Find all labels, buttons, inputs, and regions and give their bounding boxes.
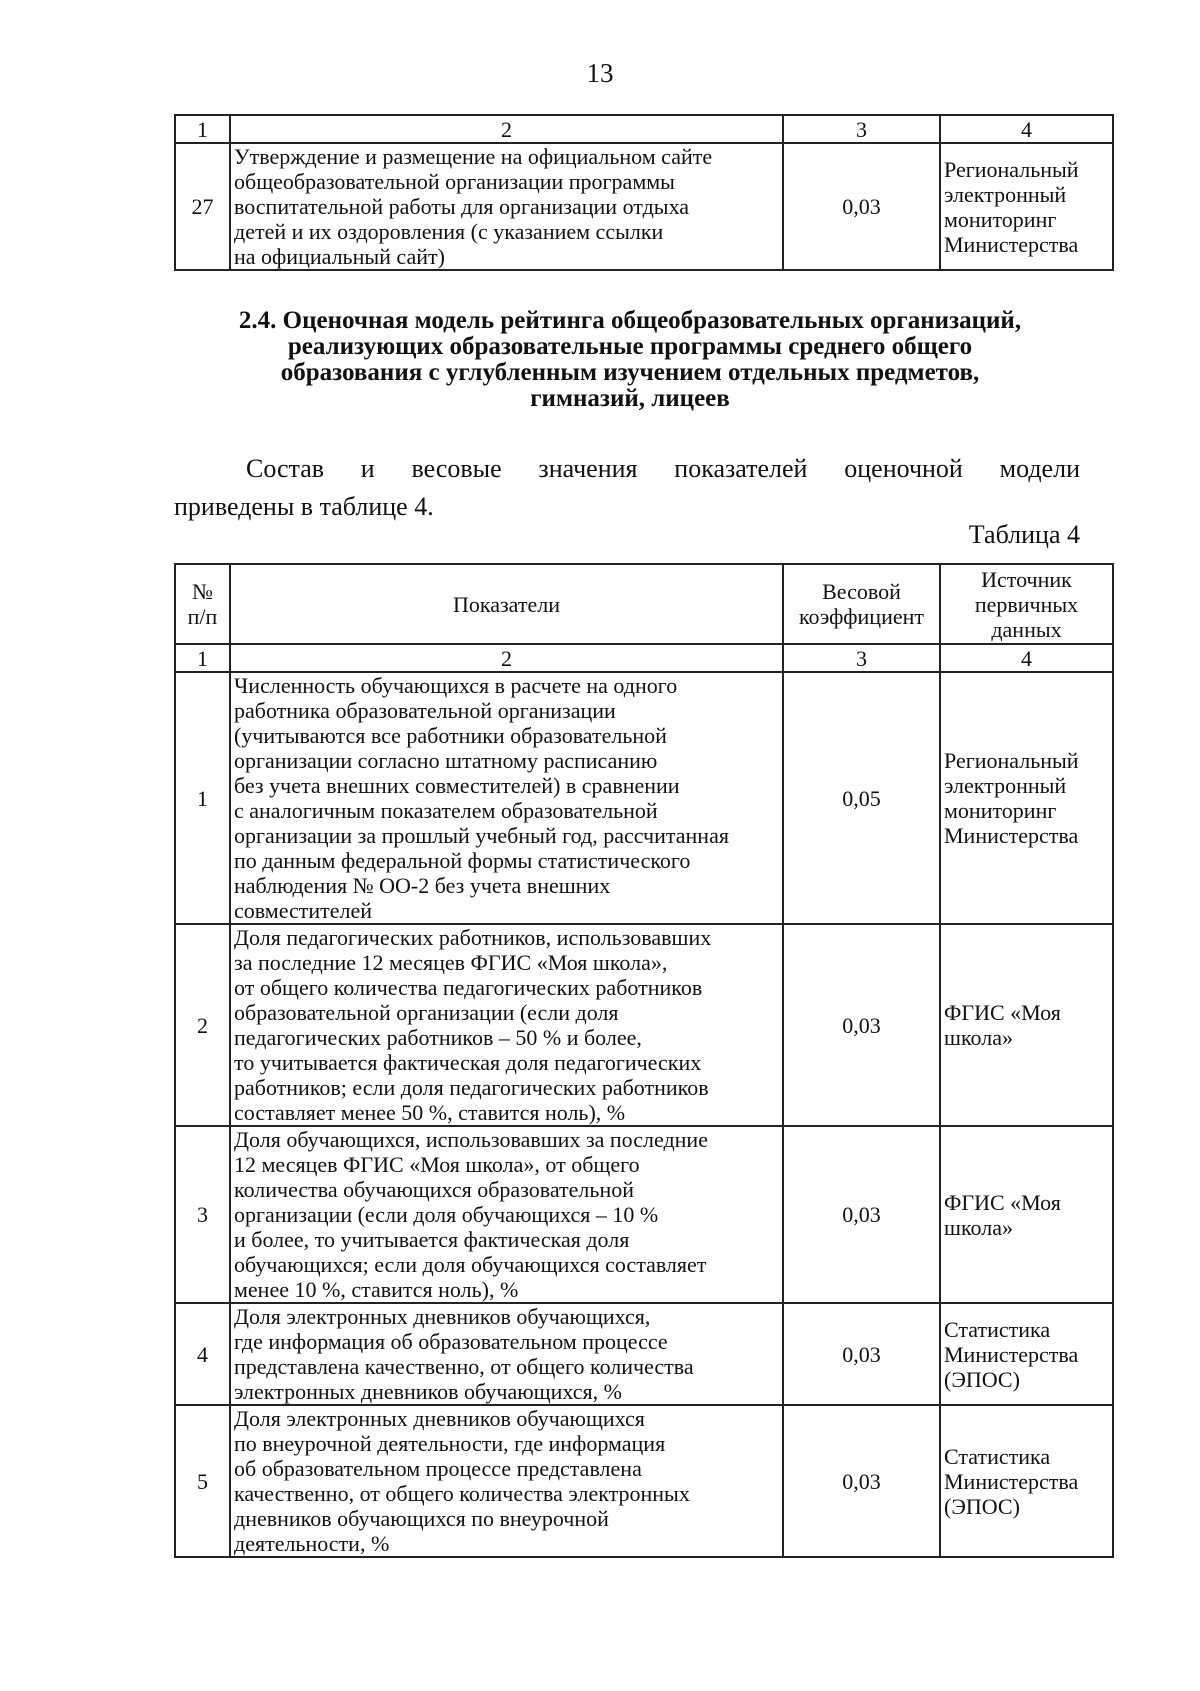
indicator-line: Численность обучающихся в расчете на одного xyxy=(234,673,678,698)
table-caption: Таблица 4 xyxy=(968,520,1080,549)
indicator-line: дневников обучающихся по внеурочной xyxy=(234,1506,609,1531)
source-line: Министерства xyxy=(944,231,1079,257)
column-number: 2 xyxy=(230,115,783,143)
column-number: 2 xyxy=(230,644,783,672)
weight-value: 0,03 xyxy=(783,1303,940,1405)
heading-line: гимназий, лицеев xyxy=(530,385,730,412)
source-line: мониторинг xyxy=(944,206,1057,232)
indicator-line: электронных дневников обучающихся, % xyxy=(234,1379,622,1404)
table-row xyxy=(175,1405,1113,1557)
indicator-line: качественно, от общего количества электронных xyxy=(234,1481,690,1506)
indicator-line: на официальный сайт) xyxy=(234,244,445,269)
indicator-line: по данным федеральной формы статистического xyxy=(234,848,691,873)
intro-paragraph xyxy=(174,450,1080,526)
indicator-text xyxy=(230,143,783,270)
indicator-line: деятельности, % xyxy=(234,1531,390,1556)
indicator-line: работника образовательной организации xyxy=(234,698,616,723)
header-text: первичных xyxy=(974,591,1079,617)
column-number: 1 xyxy=(175,115,230,143)
row-number: 4 xyxy=(175,1303,230,1405)
header-num xyxy=(175,564,230,644)
continued-table xyxy=(174,114,1114,271)
header-text: п/п xyxy=(187,604,218,629)
indicator-line: Доля педагогических работников, использовавших xyxy=(234,925,712,950)
header-text: коэффициент xyxy=(798,604,924,629)
heading-line: образования с углубленным изучением отдельных предметов, xyxy=(280,359,980,386)
data-source xyxy=(940,143,1113,270)
indicator-line: где информация об образовательном процессе xyxy=(234,1329,668,1354)
weight-value: 0,03 xyxy=(783,143,940,270)
header-source xyxy=(940,564,1113,644)
source-line: Министерства xyxy=(944,823,1079,848)
table-header-row xyxy=(175,564,1113,644)
table-row xyxy=(175,672,1113,924)
indicator-line: совместителей xyxy=(234,898,373,923)
indicator-line: обучающихся; если доля обучающихся составляет xyxy=(234,1252,707,1277)
header-text: № xyxy=(192,579,213,604)
indicator-line: по внеурочной деятельности, где информация xyxy=(234,1431,666,1456)
source-line: Региональный xyxy=(944,156,1079,182)
indicator-text xyxy=(230,924,783,1126)
data-source xyxy=(940,924,1113,1126)
header-text: данных xyxy=(991,616,1062,642)
header-weight xyxy=(783,564,940,644)
column-number: 4 xyxy=(940,644,1113,672)
table-row xyxy=(175,1303,1113,1405)
indicator-line: то учитывается фактическая доля педагогических xyxy=(234,1050,702,1075)
source-line: ФГИС «Моя xyxy=(944,1000,1061,1025)
indicator-text xyxy=(230,1303,783,1405)
weight-value: 0,05 xyxy=(783,672,940,924)
column-number: 1 xyxy=(175,644,230,672)
heading-line: 2.4. Оценочная модель рейтинга общеобразовательных организаций, xyxy=(238,307,1022,334)
indicator-line: воспитательной работы для организации отдыха xyxy=(234,194,690,219)
intro-line: приведены в таблице 4. xyxy=(174,492,434,521)
data-source xyxy=(940,1126,1113,1303)
data-source xyxy=(940,672,1113,924)
indicator-line: Утверждение и размещение на официальном сайте xyxy=(234,144,713,169)
source-line: мониторинг xyxy=(944,798,1057,823)
table-row xyxy=(175,143,1113,270)
source-line: школа» xyxy=(944,1214,1013,1240)
weight-value: 0,03 xyxy=(783,924,940,1126)
indicator-line: об образовательном процессе представлена xyxy=(234,1456,642,1481)
column-number-row xyxy=(175,644,1113,672)
intro-line: Состав и весовые значения показателей оценочной модели xyxy=(246,454,1080,483)
row-number: 3 xyxy=(175,1126,230,1303)
source-line: Статистика xyxy=(944,1316,1051,1342)
indicator-line: от общего количества педагогических работников xyxy=(234,975,703,1000)
source-line: ФГИС «Моя xyxy=(944,1189,1061,1215)
table-row xyxy=(175,1126,1113,1303)
indicator-line: за последние 12 месяцев ФГИС «Моя школа», xyxy=(234,950,668,975)
heading-line: реализующих образовательные программы среднего общего xyxy=(287,333,973,360)
indicator-line: организации (если доля обучающихся – 10 % xyxy=(234,1202,659,1227)
indicator-line: Доля обучающихся, использовавших за последние xyxy=(234,1127,708,1152)
header-text: Источник xyxy=(981,566,1072,592)
indicator-line: общеобразовательной организации программы xyxy=(234,169,675,194)
data-source xyxy=(940,1405,1113,1557)
indicator-line: менее 10 %, ставится ноль), % xyxy=(234,1277,519,1302)
indicator-text xyxy=(230,1405,783,1557)
indicator-text xyxy=(230,1126,783,1303)
indicator-line: наблюдения № ОО-2 без учета внешних xyxy=(234,873,611,898)
source-line: Министерства xyxy=(944,1341,1079,1367)
source-line: (ЭПОС) xyxy=(944,1366,1020,1392)
indicator-line: образовательной организации (если доля xyxy=(234,1000,619,1025)
indicator-line: детей и их оздоровления (с указанием ссылки xyxy=(234,219,664,244)
weight-value: 0,03 xyxy=(783,1126,940,1303)
row-number: 2 xyxy=(175,924,230,1126)
indicator-line: работников; если доля педагогических работников xyxy=(234,1075,709,1100)
indicator-text xyxy=(230,672,783,924)
column-number-row xyxy=(175,115,1113,143)
indicator-line: без учета внешних совместителей) в сравнении xyxy=(234,773,680,798)
column-number: 3 xyxy=(783,115,940,143)
indicator-line: Доля электронных дневников обучающихся, xyxy=(234,1304,651,1329)
page-number: 13 xyxy=(586,58,614,88)
indicator-line: 12 месяцев ФГИС «Моя школа», от общего xyxy=(234,1152,640,1177)
source-line: школа» xyxy=(944,1025,1013,1050)
indicator-line: педагогических работников – 50 % и более, xyxy=(234,1025,642,1050)
indicator-line: представлена качественно, от общего количества xyxy=(234,1354,694,1379)
indicator-line: организации согласно штатному расписанию xyxy=(234,748,658,773)
indicator-line: с аналогичным показателем образовательной xyxy=(234,798,658,823)
section-heading xyxy=(150,308,1110,412)
indicator-line: составляет менее 50 %, ставится ноль), % xyxy=(234,1100,626,1125)
source-line: Региональный xyxy=(944,748,1079,773)
indicator-line: Доля электронных дневников обучающихся xyxy=(234,1406,645,1431)
source-line: электронный xyxy=(944,773,1067,798)
indicator-line: количества обучающихся образовательной xyxy=(234,1177,634,1202)
data-source xyxy=(940,1303,1113,1405)
row-number: 5 xyxy=(175,1405,230,1557)
column-number: 3 xyxy=(783,644,940,672)
indicators-table xyxy=(174,563,1114,1558)
weight-value: 0,03 xyxy=(783,1405,940,1557)
indicator-line: и более, то учитывается фактическая доля xyxy=(234,1227,630,1252)
source-line: электронный xyxy=(944,181,1067,207)
source-line: (ЭПОС) xyxy=(944,1493,1020,1519)
table-row xyxy=(175,924,1113,1126)
indicator-line: организации за прошлый учебный год, рассчитанная xyxy=(234,823,729,848)
column-number: 4 xyxy=(940,115,1113,143)
header-text: Весовой xyxy=(822,579,901,604)
header-indicators: Показатели xyxy=(230,564,783,644)
source-line: Министерства xyxy=(944,1468,1079,1494)
indicator-line: (учитываются все работники образовательной xyxy=(234,723,667,748)
source-line: Статистика xyxy=(944,1443,1051,1469)
row-number: 27 xyxy=(175,143,230,270)
row-number: 1 xyxy=(175,672,230,924)
